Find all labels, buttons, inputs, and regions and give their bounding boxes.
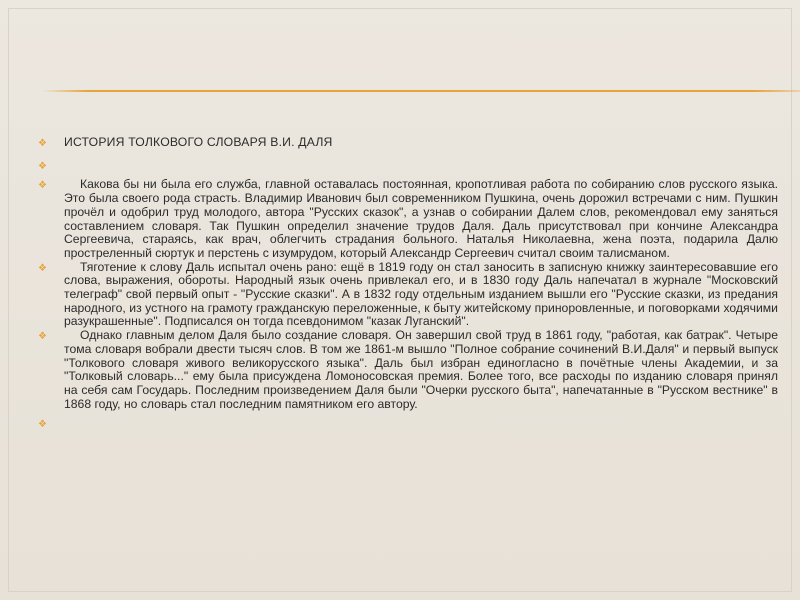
list-item-empty bbox=[38, 159, 778, 173]
list-item-paragraph bbox=[38, 261, 778, 330]
slide-heading: ИСТОРИЯ ТОЛКОВОГО СЛОВАРЯ В.И. ДАЛЯ bbox=[64, 135, 333, 149]
title-divider-line bbox=[42, 90, 800, 92]
list-item-heading bbox=[38, 136, 778, 150]
diamond-bullet-icon: ❖ bbox=[38, 180, 47, 192]
paragraph-pushkin: Какова бы ни была его служба, главной оставалась постоянная, кропотливая работа по собиранию слов русского языка. Это была своего рода страсть. Владимир Иванович был современником Пушкина, очень дорожил встречами с ним. Пушкин прочёл и одобрил труд молодого, автора "Русских сказок", а узнав о собирании Далем слов, рекомендовал ему заняться составлением словаря. Так Пушкин определил значение трудов Даля. Даль присутствовал при кончине Александра Сергеевича, стараясь, как врач, облегчить страдания больного. Наталья Николаевна, жена поэта, подарила Далю простреленный сюртук и перстень с изумрудом, который Александр Сергеевич считал своим талисманом. bbox=[64, 177, 778, 260]
diamond-bullet-icon: ❖ bbox=[38, 262, 47, 274]
slide-body bbox=[38, 136, 778, 431]
diamond-bullet-icon: ❖ bbox=[38, 160, 47, 172]
diamond-bullet-icon: ❖ bbox=[38, 138, 47, 149]
list-item-paragraph bbox=[38, 329, 778, 411]
paragraph-early-interest: Тяготение к слову Даль испытал очень рано: ещё в 1819 году он стал заносить в записную книжку заинтересовавшие его слова, выражения, обороты. Народный язык очень привлекал его, и в 1830 году Даль напечатал в журнале "Московский телеграф" свой первый опыт - "Русские сказки". А в 1832 году отдельным изданием вышли его "Русские сказки, из предания народного, из устного на грамоту гражданскую переложенные, к быту житейскому приноровленные, и поговорками ходячими разукрашенные". Подписался он тогда псевдонимом "казак Луганский". bbox=[64, 259, 778, 329]
list-item-empty bbox=[38, 417, 778, 431]
list-item-paragraph bbox=[38, 178, 778, 260]
paragraph-dictionary: Однако главным делом Даля было создание словаря. Он завершил свой труд в 1861 году, "работая, как батрак". Четыре тома словаря вобрали двести тысяч слов. В том же 1861-м вышло "Полное собрание сочинений В.И.Даля" и первый выпуск "Толкового словаря живого великорусского языка". Даль был избран единогласно в почётные члены Академии, и за "Толковый словарь..." ему была присуждена Ломоносовская премия. Более того, все расходы по изданию словаря принял на себя сам Государь. Последним произведением Даля были "Очерки русского быта", напечатанные в "Русском вестнике" в 1868 году, но словарь стал последним памятником его автору. bbox=[64, 328, 778, 411]
diamond-bullet-icon: ❖ bbox=[38, 331, 47, 343]
diamond-bullet-icon: ❖ bbox=[38, 419, 47, 431]
